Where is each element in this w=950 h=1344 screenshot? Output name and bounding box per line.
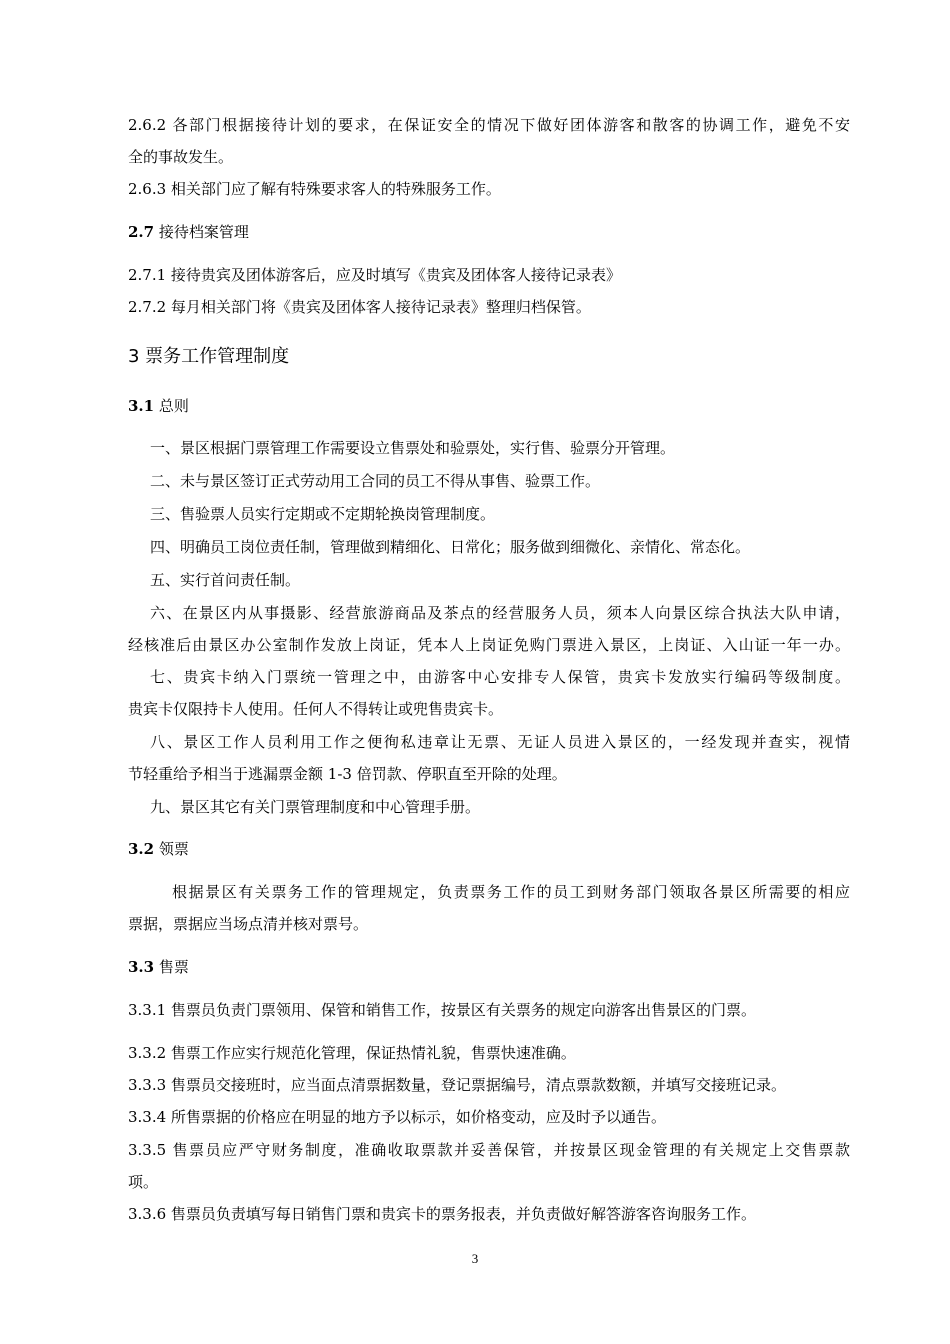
para-3-3-5-line-1: 3.3.5 售票员应严守财务制度，准确收取票款并妥善保管，并按景区现金管理的有关规定上交售票款	[128, 1141, 850, 1159]
rule-item: 六、在景区内从事摄影、经营旅游商品及茶点的经营服务人员，须本人向景区综合执法大队申请，	[150, 604, 850, 622]
rule-item: 三、售验票人员实行定期或不定期轮换岗管理制度。	[150, 505, 496, 523]
para-2-6-2-line-1: 2.6.2 各部门根据接待计划的要求，在保证安全的情况下做好团体游客和散客的协调工作，避免不安	[128, 116, 850, 134]
rule-item: 二、未与景区签订正式劳动用工合同的员工不得从事售、验票工作。	[150, 472, 601, 490]
para-2-6-3: 2.6.3 相关部门应了解有特殊要求客人的特殊服务工作。	[128, 180, 501, 198]
rule-item: 七、贵宾卡纳入门票统一管理之中，由游客中心安排专人保管，贵宾卡发放实行编码等级制度。	[150, 668, 850, 686]
section-3-2-number: 3.2	[128, 840, 155, 858]
section-3-1-title: 总则	[154, 397, 189, 415]
section-3-2-heading	[128, 838, 850, 860]
rule-item-continued: 贵宾卡仅限持卡人使用。任何人不得转让或兜售贵宾卡。	[128, 700, 504, 718]
para-3-3-6: 3.3.6 售票员负责填写每日销售门票和贵宾卡的票务报表，并负责做好解答游客咨询服务工作。	[128, 1205, 756, 1223]
section-3-1-heading	[128, 395, 850, 417]
para-2-7-2: 2.7.2 每月相关部门将《贵宾及团体客人接待记录表》整理归档保管。	[128, 298, 591, 316]
para-3-3-4: 3.3.4 所售票据的价格应在明显的地方予以标示，如价格变动，应及时予以通告。	[128, 1108, 666, 1126]
para-2-7-1: 2.7.1 接待贵宾及团体游客后，应及时填写《贵宾及团体客人接待记录表》	[128, 266, 621, 284]
section-3-3-heading	[128, 956, 850, 978]
para-3-2-line-2: 票据，票据应当场点清并核对票号。	[128, 915, 369, 933]
rule-item-continued: 经核准后由景区办公室制作发放上岗证，凭本人上岗证免购门票进入景区，上岗证、入山证一年一办。	[128, 636, 850, 654]
para-3-3-5-line-2: 项。	[128, 1173, 159, 1191]
section-2-7-number: 2.7	[128, 223, 155, 241]
rule-item-continued: 节轻重给予相当于逃漏票金额 1-3 倍罚款、停职直至开除的处理。	[128, 765, 567, 783]
rule-item: 八、景区工作人员利用工作之便徇私违章让无票、无证人员进入景区的，一经发现并查实，视情	[150, 733, 850, 751]
section-3-2-title: 领票	[154, 840, 189, 858]
para-3-2-line-1: 根据景区有关票务工作的管理规定，负责票务工作的员工到财务部门领取各景区所需要的相应	[172, 883, 850, 901]
para-3-3-2: 3.3.2 售票工作应实行规范化管理，保证热情礼貌，售票快速准确。	[128, 1044, 576, 1062]
para-2-6-2-line-2: 全的事故发生。	[128, 148, 234, 166]
rule-item: 一、景区根据门票管理工作需要设立售票处和验票处，实行售、验票分开管理。	[150, 439, 676, 457]
rule-item: 五、实行首问责任制。	[150, 571, 301, 589]
section-3-3-number: 3.3	[128, 958, 155, 976]
para-3-3-1: 3.3.1 售票员负责门票领用、保管和销售工作，按景区有关票务的规定向游客出售景区的门票。	[128, 1001, 756, 1019]
section-2-7-title: 接待档案管理	[154, 223, 249, 241]
section-2-7-heading	[128, 221, 850, 243]
chapter-3-heading: 3 票务工作管理制度	[128, 346, 290, 367]
section-3-1-number: 3.1	[128, 397, 155, 415]
para-3-3-3: 3.3.3 售票员交接班时，应当面点清票据数量，登记票据编号，清点票款数额，并填写交接班记录。	[128, 1076, 786, 1094]
section-3-3-title: 售票	[154, 958, 189, 976]
rule-item: 九、景区其它有关门票管理制度和中心管理手册。	[150, 798, 481, 816]
page-number: 3	[471, 1251, 479, 1266]
rule-item: 四、明确员工岗位责任制，管理做到精细化、日常化；服务做到细微化、亲情化、常态化。	[150, 538, 751, 556]
